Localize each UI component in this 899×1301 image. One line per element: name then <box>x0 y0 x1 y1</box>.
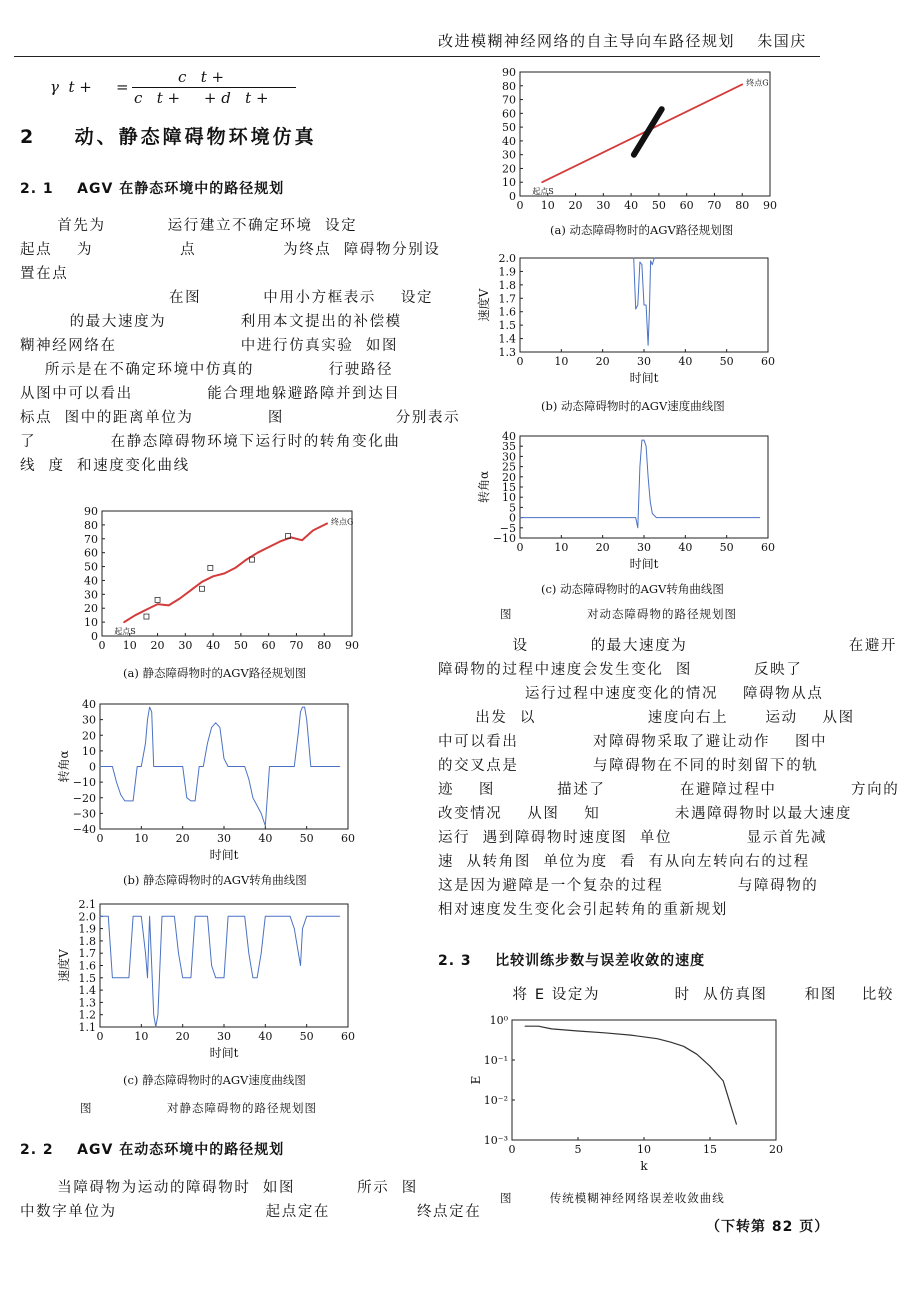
y-tick-label: 35 <box>502 440 516 454</box>
x-tick-label: 40 <box>624 199 639 212</box>
y-tick-label: 20 <box>502 470 516 484</box>
y-axis-label: 转角α <box>477 470 491 504</box>
y-tick-label: 15 <box>502 481 516 494</box>
continued-note: （下转第 82 页） <box>706 1219 830 1235</box>
paragraph-line: 在图 中用小方框表示 设定 <box>20 290 434 306</box>
paragraph-line: 的最大速度为 利用本文提出的补偿模 <box>20 314 402 330</box>
plot-frame <box>512 1020 776 1140</box>
y-tick-label: 1.8 <box>498 278 516 292</box>
formula-numerator: c t + <box>178 68 225 86</box>
goal-label: 终点G <box>331 517 354 527</box>
y-tick-label: 50 <box>502 121 516 135</box>
caption-static-path: (a) 静态障碍物时的AGV路径规划图 <box>123 666 307 680</box>
x-tick-label: 30 <box>178 639 193 652</box>
y-tick-label: 1.7 <box>78 947 96 961</box>
x-tick-label: 50 <box>299 1030 314 1043</box>
formula-lhs: γ t + <box>50 78 92 96</box>
paragraph-line: 运行 遇到障碍物时速度图 单位 显示首先减 <box>438 830 828 846</box>
error-convergence-chart <box>468 1010 798 1182</box>
x-tick-label: 0 <box>516 541 524 554</box>
y-tick-label: 1.3 <box>78 996 96 1010</box>
x-axis-label: k <box>640 1159 648 1173</box>
y-tick-label: 60 <box>84 546 98 560</box>
x-tick-label: 15 <box>703 1143 717 1156</box>
x-axis-label: 时间t <box>209 848 239 862</box>
figure-caption-error: 图 传统模糊神经网络误差收敛曲线 <box>500 1191 725 1205</box>
x-tick-label: 20 <box>595 541 610 554</box>
x-tick-label: 50 <box>299 832 314 845</box>
dynamic-env-paragraph <box>20 1176 481 1224</box>
x-tick-label: 5 <box>574 1143 582 1156</box>
paragraph-line: 改变情况 从图 知 未遇障碍物时以最大速度 <box>438 806 852 822</box>
y-tick-label: 25 <box>502 460 516 474</box>
x-tick-label: 30 <box>596 199 611 212</box>
paragraph-line: 这是因为避障是一个复杂的过程 与障碍物的 <box>438 878 819 894</box>
y-tick-label: 10⁻² <box>483 1094 508 1107</box>
x-tick-label: 50 <box>233 639 248 652</box>
y-tick-label: 1.6 <box>78 959 96 973</box>
y-tick-label: 2.1 <box>78 898 96 911</box>
paragraph-line: 标点 图中的距离单位为 图 分别表示 <box>20 410 461 426</box>
y-tick-label: 80 <box>502 79 516 93</box>
y-tick-label: 1.3 <box>498 346 516 359</box>
x-tick-label: 70 <box>289 639 304 652</box>
caption-static-angle: (b) 静态障碍物时的AGV转角曲线图 <box>123 873 307 887</box>
series-line <box>634 109 662 155</box>
section-2-3-heading: 2. 3 比较训练步数与误差收敛的速度 <box>438 953 706 969</box>
paragraph-line: 线 度 和速度变化曲线 <box>20 458 190 474</box>
x-tick-label: 80 <box>317 639 332 652</box>
x-axis-label: 时间t <box>209 1046 239 1060</box>
paragraph-line: 设 的最大速度为 在避开 <box>438 638 898 654</box>
series-line <box>525 1026 736 1124</box>
x-tick-label: 10 <box>122 639 137 652</box>
series-line <box>100 916 340 1027</box>
section-2-heading: 2 动、静态障碍物环境仿真 <box>20 126 317 148</box>
x-tick-label: 10 <box>540 199 555 212</box>
caption-dynamic-angle: (c) 动态障碍物时的AGV转角曲线图 <box>541 582 724 596</box>
plot-frame <box>100 904 348 1027</box>
obstacle-marker <box>200 586 205 591</box>
plot-frame <box>520 436 768 538</box>
y-tick-label: 1.5 <box>78 971 96 985</box>
y-tick-label: 10 <box>502 491 516 505</box>
y-tick-label: 1.4 <box>78 984 96 998</box>
x-tick-label: 50 <box>719 355 734 368</box>
x-tick-label: 80 <box>735 199 750 212</box>
static-speed-chart <box>52 898 355 1066</box>
paragraph-line: 糊神经网络在 中进行仿真实验 如图 <box>20 338 399 354</box>
y-tick-label: 5 <box>509 501 516 515</box>
goal-label: 终点G <box>746 78 769 88</box>
x-tick-label: 0 <box>516 355 524 368</box>
x-tick-label: 10 <box>134 832 149 845</box>
start-label: 起点S <box>532 187 554 197</box>
start-label: 起点S <box>114 627 136 637</box>
x-tick-label: 30 <box>637 541 651 554</box>
y-tick-label: 90 <box>502 66 516 79</box>
x-tick-label: 50 <box>651 199 666 212</box>
x-tick-label: 10 <box>637 1143 651 1156</box>
y-tick-label: 70 <box>502 93 516 107</box>
x-tick-label: 20 <box>175 832 190 845</box>
y-axis-label: 转角α <box>57 750 71 783</box>
y-tick-label: 20 <box>502 162 516 176</box>
x-axis-label: 时间t <box>629 371 659 385</box>
y-tick-label: 1.7 <box>498 292 516 306</box>
x-tick-label: 40 <box>258 1030 273 1043</box>
y-tick-label: 10 <box>84 616 98 630</box>
x-tick-label: 60 <box>261 639 276 652</box>
caption-dynamic-path: (a) 动态障碍物时的AGV路径规划图 <box>550 223 734 237</box>
y-tick-label: 1.4 <box>498 332 516 346</box>
x-tick-label: 70 <box>707 199 722 212</box>
x-tick-label: 90 <box>763 199 777 212</box>
y-tick-label: 60 <box>502 107 516 121</box>
obstacle-marker <box>155 597 160 602</box>
y-tick-label: −30 <box>72 807 96 821</box>
dynamic-path-chart <box>482 64 782 216</box>
y-tick-label: 2.0 <box>78 910 96 924</box>
x-tick-label: 40 <box>678 355 693 368</box>
y-tick-label: −20 <box>72 791 96 805</box>
series-line <box>100 707 340 826</box>
series-line <box>520 440 760 528</box>
paragraph-line: 首先为 运行建立不确定环境 设定 <box>20 218 358 234</box>
y-tick-label: 30 <box>84 588 98 602</box>
speed-analysis-paragraph <box>438 634 899 922</box>
x-tick-label: 40 <box>206 639 221 652</box>
obstacle-marker <box>208 565 213 570</box>
series-line <box>124 524 327 623</box>
paragraph-line: 了 在静态障碍物环境下运行时的转角变化曲 <box>20 434 401 450</box>
paragraph-line: 从图中可以看出 能合理地躲避路障并到达目 <box>20 386 401 402</box>
y-axis-label: 速度V <box>477 288 491 322</box>
y-tick-label: 40 <box>82 698 96 711</box>
caption-dynamic-speed: (b) 动态障碍物时的AGV速度曲线图 <box>541 399 725 413</box>
x-tick-label: 30 <box>637 355 651 368</box>
x-tick-label: 20 <box>150 639 165 652</box>
dynamic-angle-chart <box>472 428 775 576</box>
y-tick-label: 10⁻¹ <box>483 1054 508 1067</box>
x-tick-label: 20 <box>769 1143 783 1156</box>
y-tick-label: 10⁰ <box>489 1014 508 1027</box>
static-env-paragraph <box>20 214 460 478</box>
y-tick-label: 80 <box>84 518 98 532</box>
paragraph-line: 运行过程中速度变化的情况 障碍物从点 <box>438 686 824 702</box>
y-tick-label: 30 <box>502 148 516 162</box>
header-rule <box>14 56 820 57</box>
y-tick-label: 0 <box>509 511 516 525</box>
paragraph-line: 当障碍物为运动的障碍物时 如图 所示 图 <box>20 1180 418 1196</box>
fraction-bar <box>132 87 296 88</box>
x-tick-label: 0 <box>96 1030 104 1043</box>
y-tick-label: 1.6 <box>498 305 516 319</box>
x-tick-label: 0 <box>516 199 524 212</box>
y-tick-label: 30 <box>502 450 516 464</box>
static-path-chart <box>60 505 360 660</box>
paragraph-line: 相对速度发生变化会引起转角的重新规划 <box>438 902 728 918</box>
x-tick-label: 0 <box>96 832 104 845</box>
paragraph-line: 所示是在不确定环境中仿真的 行驶路径 <box>20 362 394 378</box>
y-tick-label: 20 <box>82 729 96 743</box>
caption-static-speed: (c) 静态障碍物时的AGV速度曲线图 <box>123 1073 306 1087</box>
x-tick-label: 10 <box>134 1030 149 1043</box>
series-line <box>634 258 655 345</box>
paragraph-line: 起点 为 点 为终点 障碍物分别设 <box>20 242 441 258</box>
convergence-paragraph: 将 E 设定为 时 从仿真图 和图 比较 <box>438 987 895 1003</box>
y-tick-label: 1.9 <box>498 265 516 279</box>
x-tick-label: 20 <box>568 199 583 212</box>
x-tick-label: 10 <box>554 355 569 368</box>
x-tick-label: 60 <box>761 541 775 554</box>
x-tick-label: 10 <box>554 541 569 554</box>
y-tick-label: −10 <box>72 776 96 790</box>
x-tick-label: 90 <box>345 639 359 652</box>
y-tick-label: 10 <box>502 176 516 190</box>
x-tick-label: 0 <box>98 639 106 652</box>
y-tick-label: 30 <box>82 713 96 727</box>
y-axis-label: E <box>469 1075 483 1085</box>
x-tick-label: 40 <box>678 541 693 554</box>
x-tick-label: 30 <box>217 1030 231 1043</box>
y-axis-label: 速度V <box>57 949 71 982</box>
y-tick-label: 2.0 <box>498 252 516 265</box>
paragraph-line: 障碍物的过程中速度会发生变化 图 反映了 <box>438 662 803 678</box>
y-tick-label: 40 <box>502 430 516 443</box>
section-2-1-heading: 2. 1 AGV 在静态环境中的路径规划 <box>20 181 285 197</box>
x-tick-label: 40 <box>258 832 273 845</box>
y-tick-label: 1.8 <box>78 934 96 948</box>
y-tick-label: 0 <box>509 190 516 203</box>
y-tick-label: 40 <box>502 134 516 148</box>
header-title: 改进模糊神经网络的自主导向车路径规划 <box>438 32 736 50</box>
paragraph-line: 中数字单位为 起点定在 终点定在 <box>20 1204 482 1220</box>
y-tick-label: 10⁻³ <box>483 1134 508 1147</box>
x-tick-label: 20 <box>175 1030 190 1043</box>
x-tick-label: 20 <box>595 355 610 368</box>
y-tick-label: 70 <box>84 532 98 546</box>
y-tick-label: 1.2 <box>78 1008 96 1022</box>
formula-eq: = <box>116 78 129 96</box>
paragraph-line: 迹 图 描述了 在避障过程中 方向的 <box>438 782 899 798</box>
x-tick-label: 30 <box>217 832 231 845</box>
y-tick-label: 40 <box>84 574 98 588</box>
y-tick-label: 1.5 <box>498 319 516 333</box>
x-tick-label: 60 <box>679 199 694 212</box>
formula-gamma <box>50 68 310 108</box>
obstacle-marker <box>144 614 149 619</box>
y-tick-label: −5 <box>499 521 516 535</box>
x-axis-label: 时间t <box>629 557 659 571</box>
x-tick-label: 60 <box>341 1030 355 1043</box>
x-tick-label: 50 <box>719 541 734 554</box>
static-angle-chart <box>52 696 355 866</box>
figure-caption-dynamic: 图 对动态障碍物的路径规划图 <box>500 607 737 621</box>
x-tick-label: 60 <box>341 832 355 845</box>
header-author: 朱国庆 <box>757 32 807 50</box>
y-tick-label: 90 <box>84 505 98 518</box>
y-tick-label: 50 <box>84 560 98 574</box>
y-tick-label: 0 <box>89 760 96 774</box>
y-tick-label: 20 <box>84 602 98 616</box>
paragraph-line: 的交叉点是 与障碍物在不同的时刻留下的轨 <box>438 758 819 774</box>
running-header <box>438 30 807 51</box>
formula-denominator: c t + + d t + <box>134 89 269 107</box>
paragraph-line: 置在点 <box>20 266 69 282</box>
y-tick-label: −40 <box>72 823 96 836</box>
paragraph-line: 中可以看出 对障碍物采取了避让动作 图中 <box>438 734 828 750</box>
y-tick-label: 1.1 <box>78 1021 96 1034</box>
dynamic-speed-chart <box>472 252 775 392</box>
x-tick-label: 0 <box>508 1143 516 1156</box>
section-2-2-heading: 2. 2 AGV 在动态环境中的路径规划 <box>20 1142 285 1158</box>
paragraph-line: 出发 以 速度向右上 运动 从图 <box>438 710 855 726</box>
x-tick-label: 60 <box>761 355 775 368</box>
figure-caption-static: 图 对静态障碍物的路径规划图 <box>80 1101 317 1115</box>
y-tick-label: 1.9 <box>78 922 96 936</box>
paragraph-line: 速 从转角图 单位为度 看 有从向左转向右的过程 <box>438 854 810 870</box>
series-line <box>542 84 742 182</box>
y-tick-label: −10 <box>492 532 516 545</box>
y-tick-label: 10 <box>82 744 96 758</box>
y-tick-label: 0 <box>91 630 98 643</box>
